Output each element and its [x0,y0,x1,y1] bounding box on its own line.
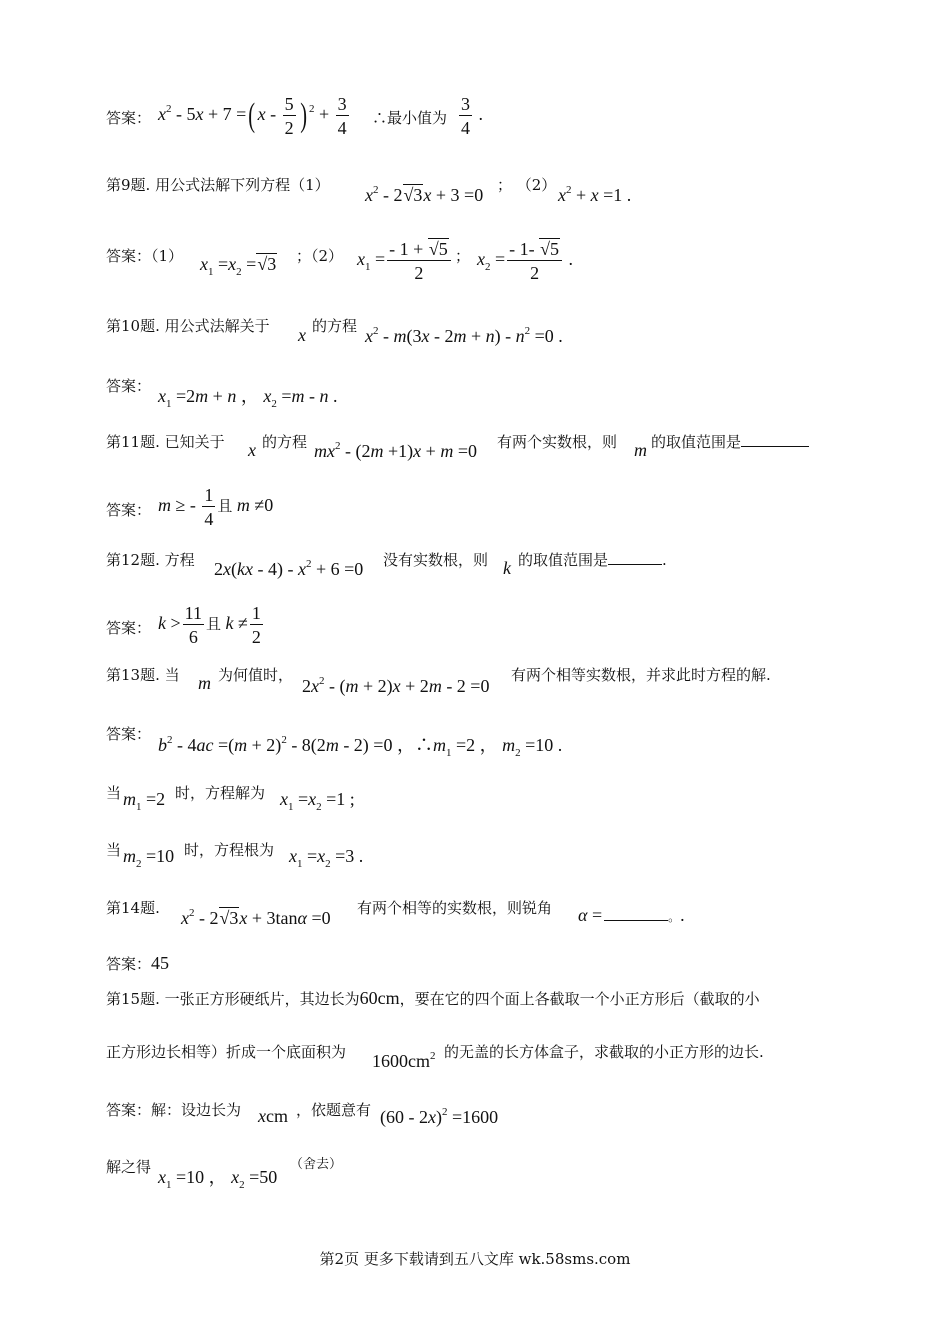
q13-case1-m: $m_1 =2$ [123,789,166,813]
q15-line2-area: $1600cm^2$ [372,1050,436,1071]
q9-eq2: $x^2 + x =1$ . [558,184,632,205]
q13-equation: $2x^2 - (m + 2)x + 2m - 2 =0$ [302,675,490,696]
q9-answer-2b: $x_2$ = $\frac{- 1- √5}{2}$ . [477,239,574,283]
q9-answer-p2: ；（2） [296,247,344,265]
q8-min-value: $\frac{3}{4}$ . [461,94,483,138]
q12-title: 第12题. 方程 [106,551,195,569]
page-footer: 第2页 更多下载请到五八文库 wk.58sms.com [319,1250,631,1268]
q13-case2-sol: $x_1 =x_2 =3$ . [289,846,364,870]
q13-mid: 为何值时， [218,666,294,684]
q13-var-m: m [198,673,211,693]
q11-answer: m ≥ - $\frac{1}{4}$ 且 m ≠0 [158,485,274,529]
q9-answer-2a: $x_1$ = $\frac{- 1 + √5}{2}$ [357,240,453,282]
q9-part2: ； （2） [497,176,557,194]
q14-blank: α = 。. [578,905,685,925]
q11-var-x: x [248,440,256,460]
q11-equation: $mx^2 - (2m +1)x + m =0$ [314,440,477,461]
q13-case2-m: $m_2 =10$ [123,846,175,870]
q8-answer-label: 答案： [106,109,152,127]
q12-var-k: k [503,558,511,578]
q11-tail2: 的取值范围是 [651,432,809,452]
q15-answer-pre: 答案：解：设边长为 [106,1101,242,1119]
q9-eq1: $x^2 - 2√3x + 3 =0$ [365,184,484,205]
q15-answer-var: xcm [258,1106,288,1126]
q13-case2-mid: 时，方程根为 [184,841,275,859]
q15-solve-label: 解之得 [106,1158,152,1176]
q11-tail: 有两个实数根，则 [497,433,618,451]
q11-title: 第11题. 已知关于 [106,433,225,451]
q15-solution: $x_1 =10$ ， $x_2 =50$ [158,1167,278,1191]
q10-answer-label: 答案： [106,377,152,395]
q14-tail: 有两个相等的实数根，则锐角 [357,899,553,917]
q9-answer-label: 答案：（1） [106,247,184,265]
q15-line2-pre: 正方形边长相等）折成一个底面积为 [106,1043,347,1061]
q11-mid: 的方程 [262,433,308,451]
q12-answer-label: 答案： [106,619,152,637]
q8-answer-formula: $x^2 - 5x + 7$ =( x - $\frac{5}{2}$ ) $^2$ + $\frac{3}{4}$ [158,94,347,138]
q9-answer-1: $x_1 =x_2 =√3$ [200,254,277,278]
q10-var-x: x [298,325,306,345]
q14-answer: 答案：45 [106,953,170,973]
q13-answer-label: 答案： [106,725,152,743]
q10-title: 第10题. 用公式法解关于 [106,317,270,335]
q15-discard: （舍去） [290,1157,343,1172]
q10-tail: 的方程 [312,317,358,335]
q13-tail: 有两个相等实数根，并求此时方程的解. [511,666,771,684]
q15-line1: 第15题. 一张正方形硬纸片，其边长为60cm，要在它的四个面上各截取一个小正方形后（截取的小 [106,988,760,1008]
q13-case2-pre: 当 [106,841,122,859]
q13-case1-mid: 时，方程解为 [175,784,266,802]
q11-var-m: m [634,440,647,460]
q13-case1-pre: 当 [106,784,122,802]
q8-min-text: ∴最小值为 [372,109,448,127]
q11-answer-label: 答案： [106,501,152,519]
q9-answer-semi: ； [455,247,471,265]
q14-title: 第14题. [106,899,160,917]
q13-case1-sol: $x_1 =x_2 =1$ ; [280,789,355,813]
q15-answer-equation: (60 - 2x)$^2$ =1600 [380,1106,499,1127]
q13-title: 第13题. 当 [106,666,180,684]
q10-equation: $x^2 - m(3x - 2m + n) - n^2 =0$ . [365,325,563,346]
q12-equation: $2x(kx - 4) - x^2 + 6 =0$ [214,558,364,579]
q12-answer: k > $\frac{11}{6}$ 且 k ≠ $\frac{1}{2}$ [158,603,261,647]
q12-tail: 没有实数根，则 [383,551,489,569]
q15-answer-mid: ，依题意有 [296,1101,372,1119]
q15-line2-post: 的无盖的长方体盒子，求截取的小正方形的边长. [444,1043,764,1061]
q10-answer: $x_1 =2m + n$ ， $x_2 =m - n$ . [158,386,338,410]
q13-answer: $b^2 - 4ac =(m + 2)^2 - 8(2m - 2) =0$ ，$\therefore m_1 =2$ ， $m_2 =10$ . [158,734,563,759]
q9-title: 第9题. 用公式法解下列方程（1） [106,176,330,194]
q12-tail2: 的取值范围是 . [518,551,667,569]
q14-equation: $x^2 - 2√3x + 3\tan\alpha =0$ [181,907,331,928]
